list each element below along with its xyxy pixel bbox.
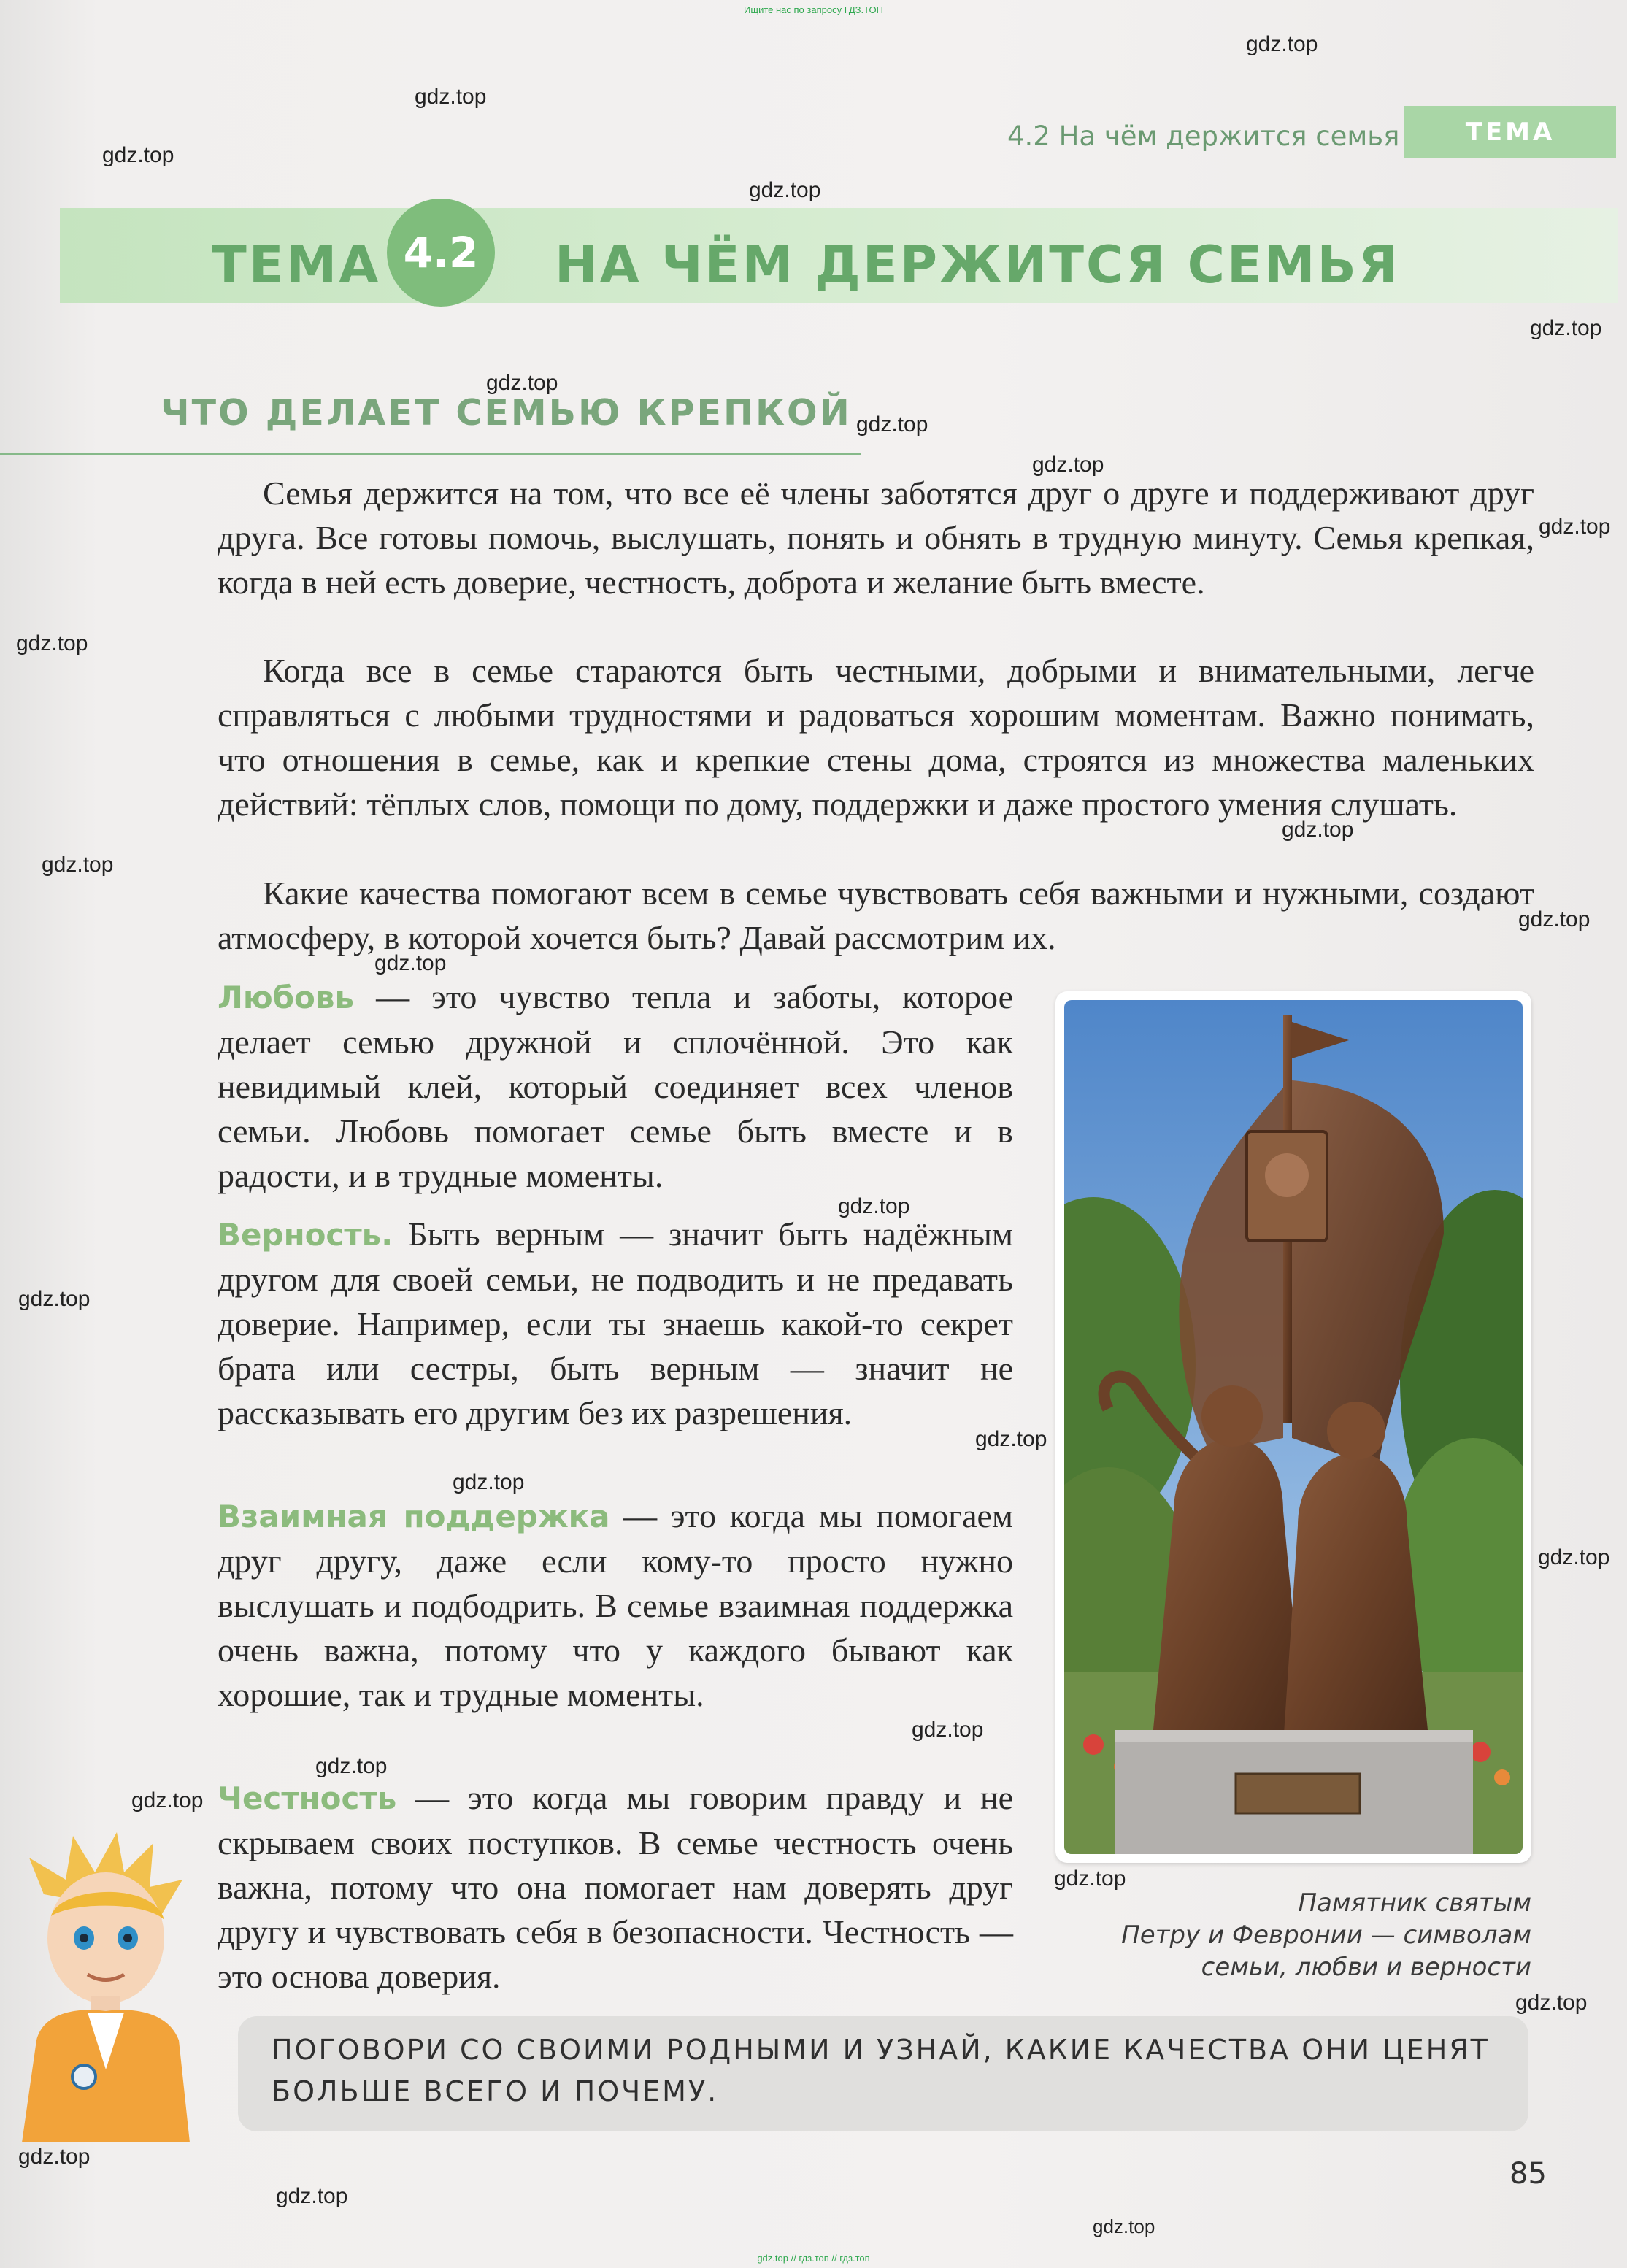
top-banner[interactable]: Ищите нас по запросу ГДЗ.ТОП xyxy=(744,4,883,15)
page-title: НА ЧЁМ ДЕРЖИТСЯ СЕМЬЯ xyxy=(555,235,1400,295)
caption-line: семьи, любви и верности xyxy=(1201,1953,1531,1982)
caption-line: Петру и Февронии — символам xyxy=(1121,1921,1531,1950)
watermark: gdz.top xyxy=(856,412,928,437)
caption-line: Памятник святым xyxy=(1298,1888,1531,1918)
section-heading: ЧТО ДЕЛАЕТ СЕМЬЮ КРЕПКОЙ xyxy=(161,392,852,434)
page-number: 85 xyxy=(1509,2157,1547,2191)
definition-text: — это чувство тепла и заботы, которое делает семью дружной и сплочённой. Это как невидимый клей, который соединяет всех членов семьи. Любовь помогает семье быть вместе и в радости, и в трудные моменты. xyxy=(218,978,1013,1194)
paragraph: Когда все в семье стараются быть честными, добрыми и внимательными, легче справляться с любыми трудностями и радоваться хорошим моментам. Важно понимать, что отношения в семье, как и крепкие стены дома, строятся из множества маленьких действий: тёплых слов, помощи по дому, поддержки и даже простого умения слушать. xyxy=(218,652,1534,823)
definition-text: — это когда мы говорим правду и не скрываем своих поступков. В семье честность очень важна, потому что она помогает нам доверять друг другу и чувствовать себя в безопасности. Честность — это основа доверия. xyxy=(218,1779,1013,1995)
watermark: gdz.top xyxy=(1530,316,1602,340)
watermark: gdz.top xyxy=(42,853,114,877)
watermark: gdz.top xyxy=(131,1788,204,1813)
section-tab: ТЕМА xyxy=(1404,106,1616,158)
definition-honesty xyxy=(218,1775,1013,1999)
watermark: gdz.top xyxy=(1518,907,1591,931)
definition-loyalty xyxy=(218,1212,1013,1435)
watermark: gdz.top xyxy=(18,1287,91,1311)
watermark: gdz.top xyxy=(374,951,447,975)
watermark: gdz.top xyxy=(1538,1545,1610,1569)
topic-number-badge: 4.2 xyxy=(387,199,495,307)
monument-illustration xyxy=(1064,1000,1523,1854)
watermark: gdz.top xyxy=(486,371,558,395)
paragraph: Какие качества помогают всем в семье чувствовать себя важными и нужными, создают атмосферу, в которой хочется быть? Давай рассмотрим их. xyxy=(218,874,1534,956)
boy-character-illustration xyxy=(15,1829,197,2142)
definition-support xyxy=(218,1494,1013,1717)
discussion-prompt: ПОГОВОРИ СО СВОИМИ РОДНЫМИ И УЗНАЙ, КАКИЕ КАЧЕСТВА ОНИ ЦЕНЯТ БОЛЬШЕ ВСЕГО И ПОЧЕМУ. xyxy=(272,2034,1490,2107)
watermark: gdz.top xyxy=(912,1718,984,1742)
watermark: gdz.top xyxy=(315,1754,388,1778)
bottom-banner[interactable]: gdz.top // гдз.топ // гдз.топ xyxy=(757,2253,870,2264)
paragraph: Семья держится на том, что все её члены заботятся друг о друге и поддерживают друг друга. Все готовы помочь, выслушать, понять и обнять в трудную минуту. Семья крепкая, когда в ней есть доверие, честность, доброта и желание быть вместе. xyxy=(218,474,1534,601)
watermark: gdz.top xyxy=(102,143,174,167)
watermark: gdz.top xyxy=(1032,453,1104,477)
watermark: gdz.top xyxy=(749,178,821,202)
watermark: gdz.top xyxy=(16,631,88,656)
term-honesty: Честность xyxy=(218,1780,397,1816)
section-divider xyxy=(0,453,861,455)
watermark: gdz.top xyxy=(415,85,487,109)
title-prefix: ТЕМА xyxy=(212,235,381,295)
running-head: 4.2 На чём держится семья xyxy=(1007,120,1400,152)
term-support: Взаимная поддержка xyxy=(218,1499,610,1534)
definition-love xyxy=(218,975,1013,1198)
term-loyalty: Верность. xyxy=(218,1217,393,1253)
watermark: gdz.top xyxy=(975,1427,1047,1451)
monument-photo xyxy=(1055,991,1531,1863)
watermark: gdz.top xyxy=(276,2184,348,2208)
watermark: gdz.top xyxy=(18,2145,91,2169)
definition-text: — это когда мы помогаем друг другу, даже если кому-то просто нужно выслушать и подбодрить. В семье взаимная поддержка очень важна, потому что у каждого бывают как хорошие, так и трудные моменты. xyxy=(218,1497,1014,1713)
watermark: gdz.top xyxy=(1246,32,1318,56)
watermark: gdz.top xyxy=(1054,1867,1126,1891)
watermark: gdz.top xyxy=(838,1194,910,1218)
watermark: gdz.top xyxy=(1282,818,1354,842)
definition-text: Быть верным — значит быть надёжным другом для своей семьи, не подводить и не предавать доверие. Например, если ты знаешь какой-то секрет брата или сестры, быть верным — значит не рассказывать его другим без их разрешения. xyxy=(218,1215,1013,1431)
term-love: Любовь xyxy=(218,980,355,1015)
watermark: gdz.top xyxy=(1539,515,1611,539)
photo-caption xyxy=(1036,1887,1531,1983)
watermark: gdz.top xyxy=(1515,1991,1588,2015)
watermark: gdz.top xyxy=(1093,2215,1155,2237)
watermark: gdz.top xyxy=(453,1470,525,1494)
